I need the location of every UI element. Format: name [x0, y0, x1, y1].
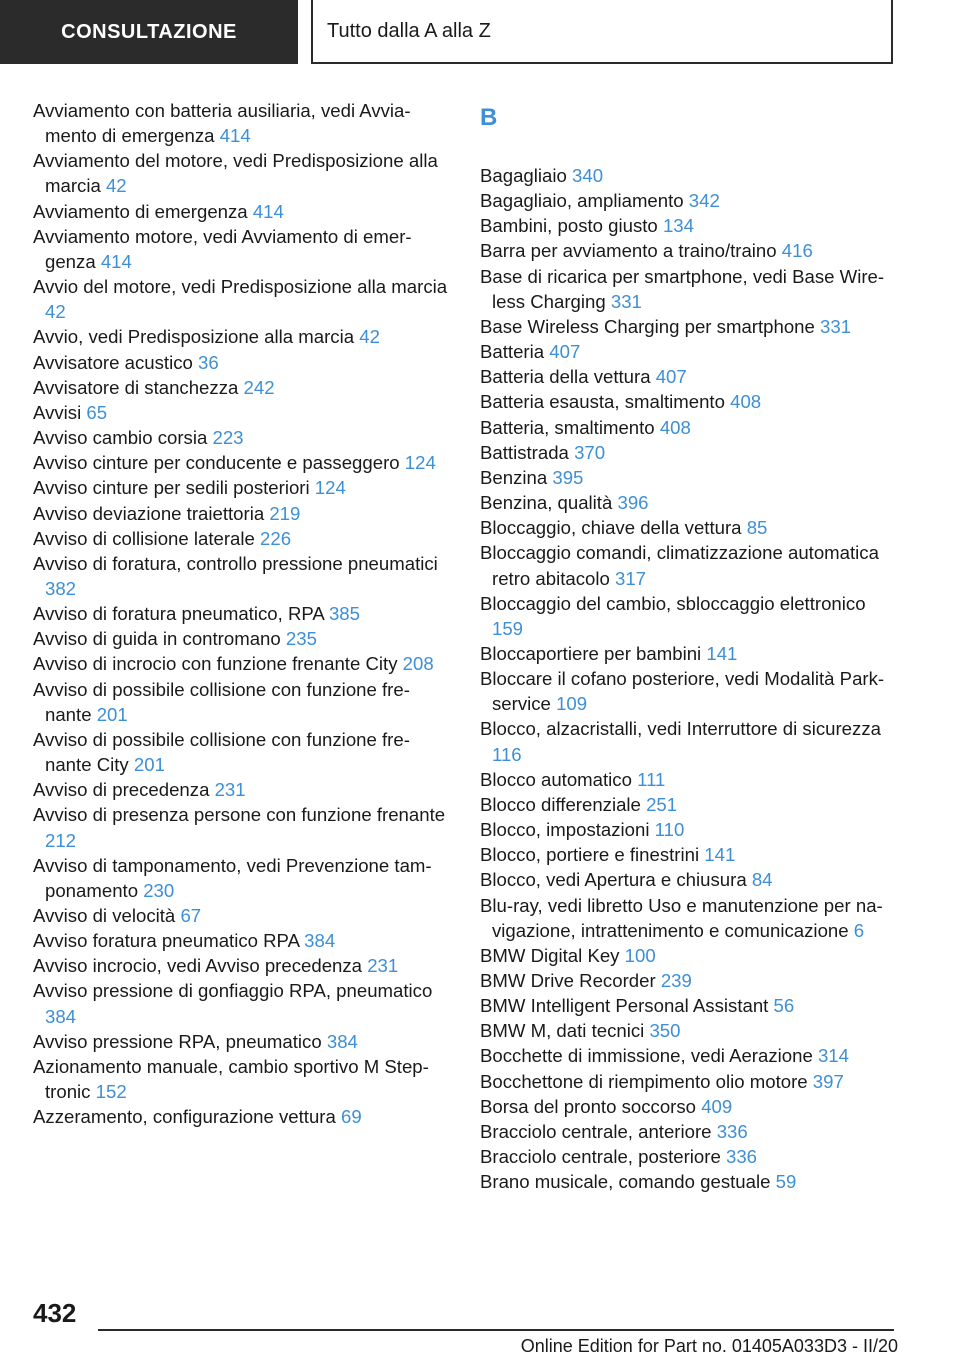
index-entry: [33, 903, 448, 928]
index-entry: [480, 893, 895, 943]
page-reference-link[interactable]: 384: [45, 1005, 77, 1027]
page-reference-link[interactable]: 384: [304, 930, 336, 952]
page-reference-link[interactable]: 109: [556, 693, 588, 715]
index-entry: [480, 440, 895, 465]
index-entry: [480, 163, 895, 188]
index-entry: [33, 928, 448, 953]
page-reference-link[interactable]: 414: [252, 200, 284, 222]
page-reference-link[interactable]: 231: [214, 779, 246, 801]
index-entry: [480, 213, 895, 238]
entry-term: Bocchette di immissione, vedi Aerazione: [480, 1045, 813, 1067]
index-entry: [33, 450, 448, 475]
index-entry: [33, 425, 448, 450]
index-entry: [33, 224, 448, 274]
index-entry: [480, 314, 895, 339]
entry-term: Blocco, impostazioni: [480, 819, 650, 841]
page-reference-link[interactable]: 110: [654, 819, 685, 841]
page-reference-link[interactable]: 235: [285, 628, 317, 650]
index-entry: [480, 842, 895, 867]
page-reference-link[interactable]: 134: [662, 215, 694, 237]
page-reference-link[interactable]: 84: [751, 869, 773, 891]
page-reference-link[interactable]: 336: [725, 1146, 758, 1168]
page-reference-link[interactable]: 340: [572, 165, 604, 186]
page-reference-link[interactable]: 239: [660, 970, 692, 991]
index-entry: [33, 324, 448, 349]
entry-term: BMW Drive Recorder: [480, 970, 656, 991]
entry-term: Azzeramento, configurazione vettura: [33, 1106, 336, 1128]
page-reference-link[interactable]: 116: [492, 743, 522, 765]
page-reference-link[interactable]: 69: [341, 1106, 362, 1128]
page-reference-link[interactable]: 382: [45, 577, 77, 599]
page-reference-link[interactable]: 152: [95, 1081, 127, 1103]
index-entry: [33, 400, 448, 425]
page-reference-link[interactable]: 36: [198, 351, 219, 373]
entry-term: Barra per avviamento a traino/traino: [480, 240, 777, 262]
index-entry: [480, 641, 895, 666]
entry-term: Avvisatore di stanchezza: [33, 376, 239, 398]
page-reference-link[interactable]: 342: [688, 190, 720, 212]
page-reference-link[interactable]: 67: [180, 905, 202, 926]
page-reference-link[interactable]: 6: [853, 919, 865, 941]
index-entry: [480, 767, 895, 792]
index-entry: [480, 264, 895, 314]
entry-term: Avviso cambio corsia: [33, 427, 208, 449]
page-reference-link[interactable]: 314: [817, 1045, 849, 1067]
index-entry: [33, 375, 448, 400]
entry-term: Bambini, posto giusto: [480, 215, 658, 237]
index-entry: [480, 415, 895, 440]
index-entry: [480, 591, 895, 641]
letter-heading: B: [480, 104, 498, 131]
index-entry: [33, 677, 448, 727]
index-entry: [480, 1144, 895, 1169]
entry-term: Bracciolo centrale, anteriore: [480, 1120, 712, 1142]
index-entry: [480, 515, 895, 540]
entry-term: Avviso di tamponamento, vedi Prevenzione tamponamento: [33, 854, 432, 901]
entry-term: Avviso di possibile collisione con funzione frenante City: [33, 728, 410, 776]
section-title: Tutto dalla A alla Z: [327, 19, 491, 42]
page-reference-link[interactable]: 42: [359, 326, 380, 348]
index-entry: [33, 978, 448, 1028]
entry-term: Avviso foratura pneumatico RPA: [33, 930, 299, 952]
index-entry: [480, 1018, 895, 1043]
index-entry: [33, 475, 448, 500]
page-reference-link[interactable]: 396: [617, 492, 649, 514]
index-entry: [33, 953, 448, 978]
index-entry: [480, 238, 895, 263]
index-entry: [480, 716, 895, 766]
entry-term: Bocchettone di riempimento olio motore: [480, 1070, 808, 1092]
edition-note: Online Edition for Part no. 01405A033D3 - II/20: [478, 1334, 898, 1358]
page-reference-link[interactable]: 414: [100, 250, 132, 272]
entry-term: Battistrada: [480, 441, 569, 463]
index-entry: [480, 389, 895, 414]
entry-term: BMW Digital Key: [480, 944, 620, 966]
page-reference-link[interactable]: 408: [730, 391, 762, 413]
entry-term: Benzina, qualità: [480, 492, 613, 514]
index-entry: [33, 853, 448, 903]
page-reference-link[interactable]: 242: [243, 376, 275, 398]
entry-term: Avviso di precedenza: [33, 779, 210, 801]
index-entry: [33, 526, 448, 551]
index-entry: [480, 364, 895, 389]
entry-term: Avviso di foratura, controllo pressione pneumatici: [33, 552, 438, 574]
page-reference-link[interactable]: 409: [701, 1095, 733, 1117]
index-column-right: [480, 101, 895, 1194]
index-entry: [480, 817, 895, 842]
page-reference-link[interactable]: 65: [86, 401, 108, 423]
page-reference-link[interactable]: 331: [610, 290, 642, 312]
page-reference-link[interactable]: 223: [212, 427, 244, 449]
page-reference-link[interactable]: 385: [328, 603, 360, 625]
entry-term: Avviso di possibile collisione con funzione frenante: [33, 678, 410, 725]
entry-term: Borsa del pronto soccorso: [480, 1095, 697, 1117]
chapter-title: CONSULTAZIONE: [61, 20, 237, 43]
entry-term: Avviso deviazione traiettoria: [33, 502, 265, 524]
index-entry: [480, 792, 895, 817]
index-entry: [480, 465, 895, 490]
entry-term: Bagagliaio: [480, 165, 567, 186]
index-entry: [33, 551, 448, 601]
entry-term: Avviamento del motore, vedi Predisposizione alla marcia: [33, 150, 438, 197]
page-reference-link[interactable]: 331: [820, 315, 852, 337]
entry-term: BMW M, dati tecnici: [480, 1020, 645, 1042]
entry-term: Bloccaggio, chiave della vettura: [480, 517, 742, 539]
index-entry: [33, 802, 448, 852]
index-entry: [33, 199, 448, 224]
page-reference-link[interactable]: 407: [655, 366, 687, 388]
page-reference-link[interactable]: 384: [326, 1030, 358, 1052]
page-reference-link[interactable]: 219: [269, 502, 301, 524]
index-entries-b: [480, 163, 895, 1194]
index-entry: [480, 666, 895, 716]
page-reference-link[interactable]: 59: [775, 1171, 797, 1193]
index-entry: [480, 1119, 895, 1144]
page-reference-link[interactable]: 251: [646, 793, 678, 815]
page-reference-link[interactable]: 231: [367, 955, 399, 977]
entry-term: Blocco, alzacristalli, vedi Interruttore di sicurezza: [480, 718, 881, 740]
entry-term: BMW Intelligent Personal Assistant: [480, 995, 769, 1017]
entry-term: Avviso cinture per sedili posteriori: [33, 477, 310, 499]
index-entry: [33, 601, 448, 626]
page-reference-link[interactable]: 370: [574, 441, 606, 463]
page-reference-link[interactable]: 407: [549, 341, 581, 363]
entry-term: Avviso pressione RPA, pneumatico: [33, 1030, 322, 1052]
index-entry: [480, 188, 895, 213]
entry-term: Avvio, vedi Predisposizione alla marcia: [33, 326, 355, 348]
entry-term: Avviso pressione di gonfiaggio RPA, pneumatico: [33, 980, 433, 1002]
page-reference-link[interactable]: 226: [260, 527, 292, 549]
index-entry: [480, 1169, 895, 1194]
page-reference-link[interactable]: 201: [133, 754, 165, 776]
page-reference-link[interactable]: 408: [659, 416, 691, 438]
entry-term: Batteria, smaltimento: [480, 416, 655, 438]
entry-term: Bracciolo centrale, posteriore: [480, 1146, 721, 1168]
page-reference-link[interactable]: 395: [552, 466, 584, 488]
entry-term: Base di ricarica per smartphone, vedi Base Wireless Charging: [480, 265, 885, 312]
entry-term: Avviso di presenza persone con funzione frenante: [33, 804, 446, 826]
index-entry: [480, 339, 895, 364]
entry-term: Blocco differenziale: [480, 793, 641, 815]
entry-term: Azionamento manuale, cambio sportivo M Steptronic: [33, 1055, 429, 1103]
page-reference-link[interactable]: 42: [105, 175, 127, 197]
footer-rule: [98, 1329, 894, 1331]
entry-term: Blocco, vedi Apertura e chiusura: [480, 869, 747, 891]
page-reference-link[interactable]: 350: [649, 1020, 681, 1042]
index-entry: [480, 1043, 895, 1068]
index-entry: [480, 968, 895, 993]
entry-term: Avviso di velocità: [33, 905, 176, 926]
entry-term: Avvisatore acustico: [33, 351, 193, 373]
page-reference-link[interactable]: 141: [704, 844, 736, 866]
page-reference-link[interactable]: 336: [716, 1120, 748, 1142]
index-entry: [33, 1054, 448, 1104]
page-reference-link[interactable]: 317: [615, 567, 647, 589]
index-entry: [33, 1104, 448, 1129]
index-entry: [480, 1094, 895, 1119]
entry-term: Avviso di foratura pneumatico, RPA: [33, 603, 324, 625]
page-reference-link[interactable]: 201: [96, 703, 128, 725]
index-entry: [33, 777, 448, 802]
entry-term: Blu-ray, vedi libretto Uso e manutenzione per navigazione, intrattenimento e comunicazione: [480, 894, 883, 941]
entry-term: Bloccaportiere per bambini: [480, 642, 702, 664]
entry-term: Batteria: [480, 341, 545, 363]
page-reference-link[interactable]: 56: [773, 995, 795, 1017]
page-reference-link[interactable]: 212: [45, 829, 77, 851]
index-entry: [480, 943, 895, 968]
entry-term: Avviso incrocio, vedi Avviso precedenza: [33, 955, 363, 977]
page-reference-link[interactable]: 159: [492, 617, 524, 639]
index-entry: [33, 1029, 448, 1054]
page-reference-link[interactable]: 414: [219, 125, 251, 147]
index-entry: [33, 626, 448, 651]
entry-term: Avviso di guida in contromano: [33, 628, 281, 650]
page-number: 432: [33, 1298, 77, 1328]
page-reference-link[interactable]: 111: [637, 768, 666, 790]
index-entry: [33, 274, 448, 324]
entry-term: Avviamento motore, vedi Avviamento di emergenza: [33, 225, 412, 272]
chapter-tab: [0, 0, 298, 64]
entry-term: Bagagliaio, ampliamento: [480, 190, 684, 212]
entry-term: Avviso di collisione laterale: [33, 527, 255, 549]
page-reference-link[interactable]: 42: [45, 301, 66, 323]
page-reference-link[interactable]: 397: [812, 1070, 844, 1092]
index-entry: [480, 993, 895, 1018]
entry-term: Blocco, portiere e finestrini: [480, 844, 700, 866]
entry-term: Batteria esausta, smaltimento: [480, 391, 725, 413]
entry-term: Blocco automatico: [480, 768, 632, 790]
index-entry: [480, 540, 895, 590]
entry-term: Avviso di incrocio con funzione frenante City: [33, 653, 398, 675]
entry-term: Avviamento con batteria ausiliaria, vedi Avviamento di emergenza: [33, 100, 411, 147]
entry-term: Bloccaggio del cambio, sbloccaggio elettronico: [480, 592, 866, 614]
page-reference-link[interactable]: 230: [143, 879, 175, 901]
page-reference-link[interactable]: 124: [404, 452, 436, 474]
page-reference-link[interactable]: 124: [314, 477, 346, 499]
entry-term: Avviso cinture per conducente e passeggero: [33, 452, 400, 474]
index-entry: [33, 501, 448, 526]
entry-term: Base Wireless Charging per smartphone: [480, 315, 815, 337]
index-entry: [33, 98, 448, 148]
section-header: [311, 0, 893, 64]
index-entry: [480, 867, 895, 892]
entry-term: Avvio del motore, vedi Predisposizione alla marcia: [33, 276, 448, 298]
index-entry: [480, 1069, 895, 1094]
index-entry: [480, 490, 895, 515]
index-entry: [33, 350, 448, 375]
page-reference-link[interactable]: 85: [746, 517, 768, 539]
index-column-left: [33, 98, 448, 1129]
page-reference-link[interactable]: 141: [706, 642, 738, 664]
entry-term: Batteria della vettura: [480, 366, 651, 388]
page-reference-link[interactable]: 416: [781, 240, 813, 262]
entry-term: Brano musicale, comando gestuale: [480, 1171, 771, 1193]
entry-term: Bloccaggio comandi, climatizzazione automatica retro abitacolo: [480, 542, 879, 589]
entry-term: Avvisi: [33, 401, 82, 423]
page-reference-link[interactable]: 208: [402, 653, 434, 675]
index-entry: [33, 727, 448, 777]
entry-term: Avviamento di emergenza: [33, 200, 248, 222]
index-entry: [33, 651, 448, 676]
index-entry: [33, 148, 448, 198]
entry-term: Bloccare il cofano posteriore, vedi Modalità Parkservice: [480, 668, 885, 715]
entry-term: Benzina: [480, 466, 548, 488]
page-reference-link[interactable]: 100: [624, 944, 656, 966]
